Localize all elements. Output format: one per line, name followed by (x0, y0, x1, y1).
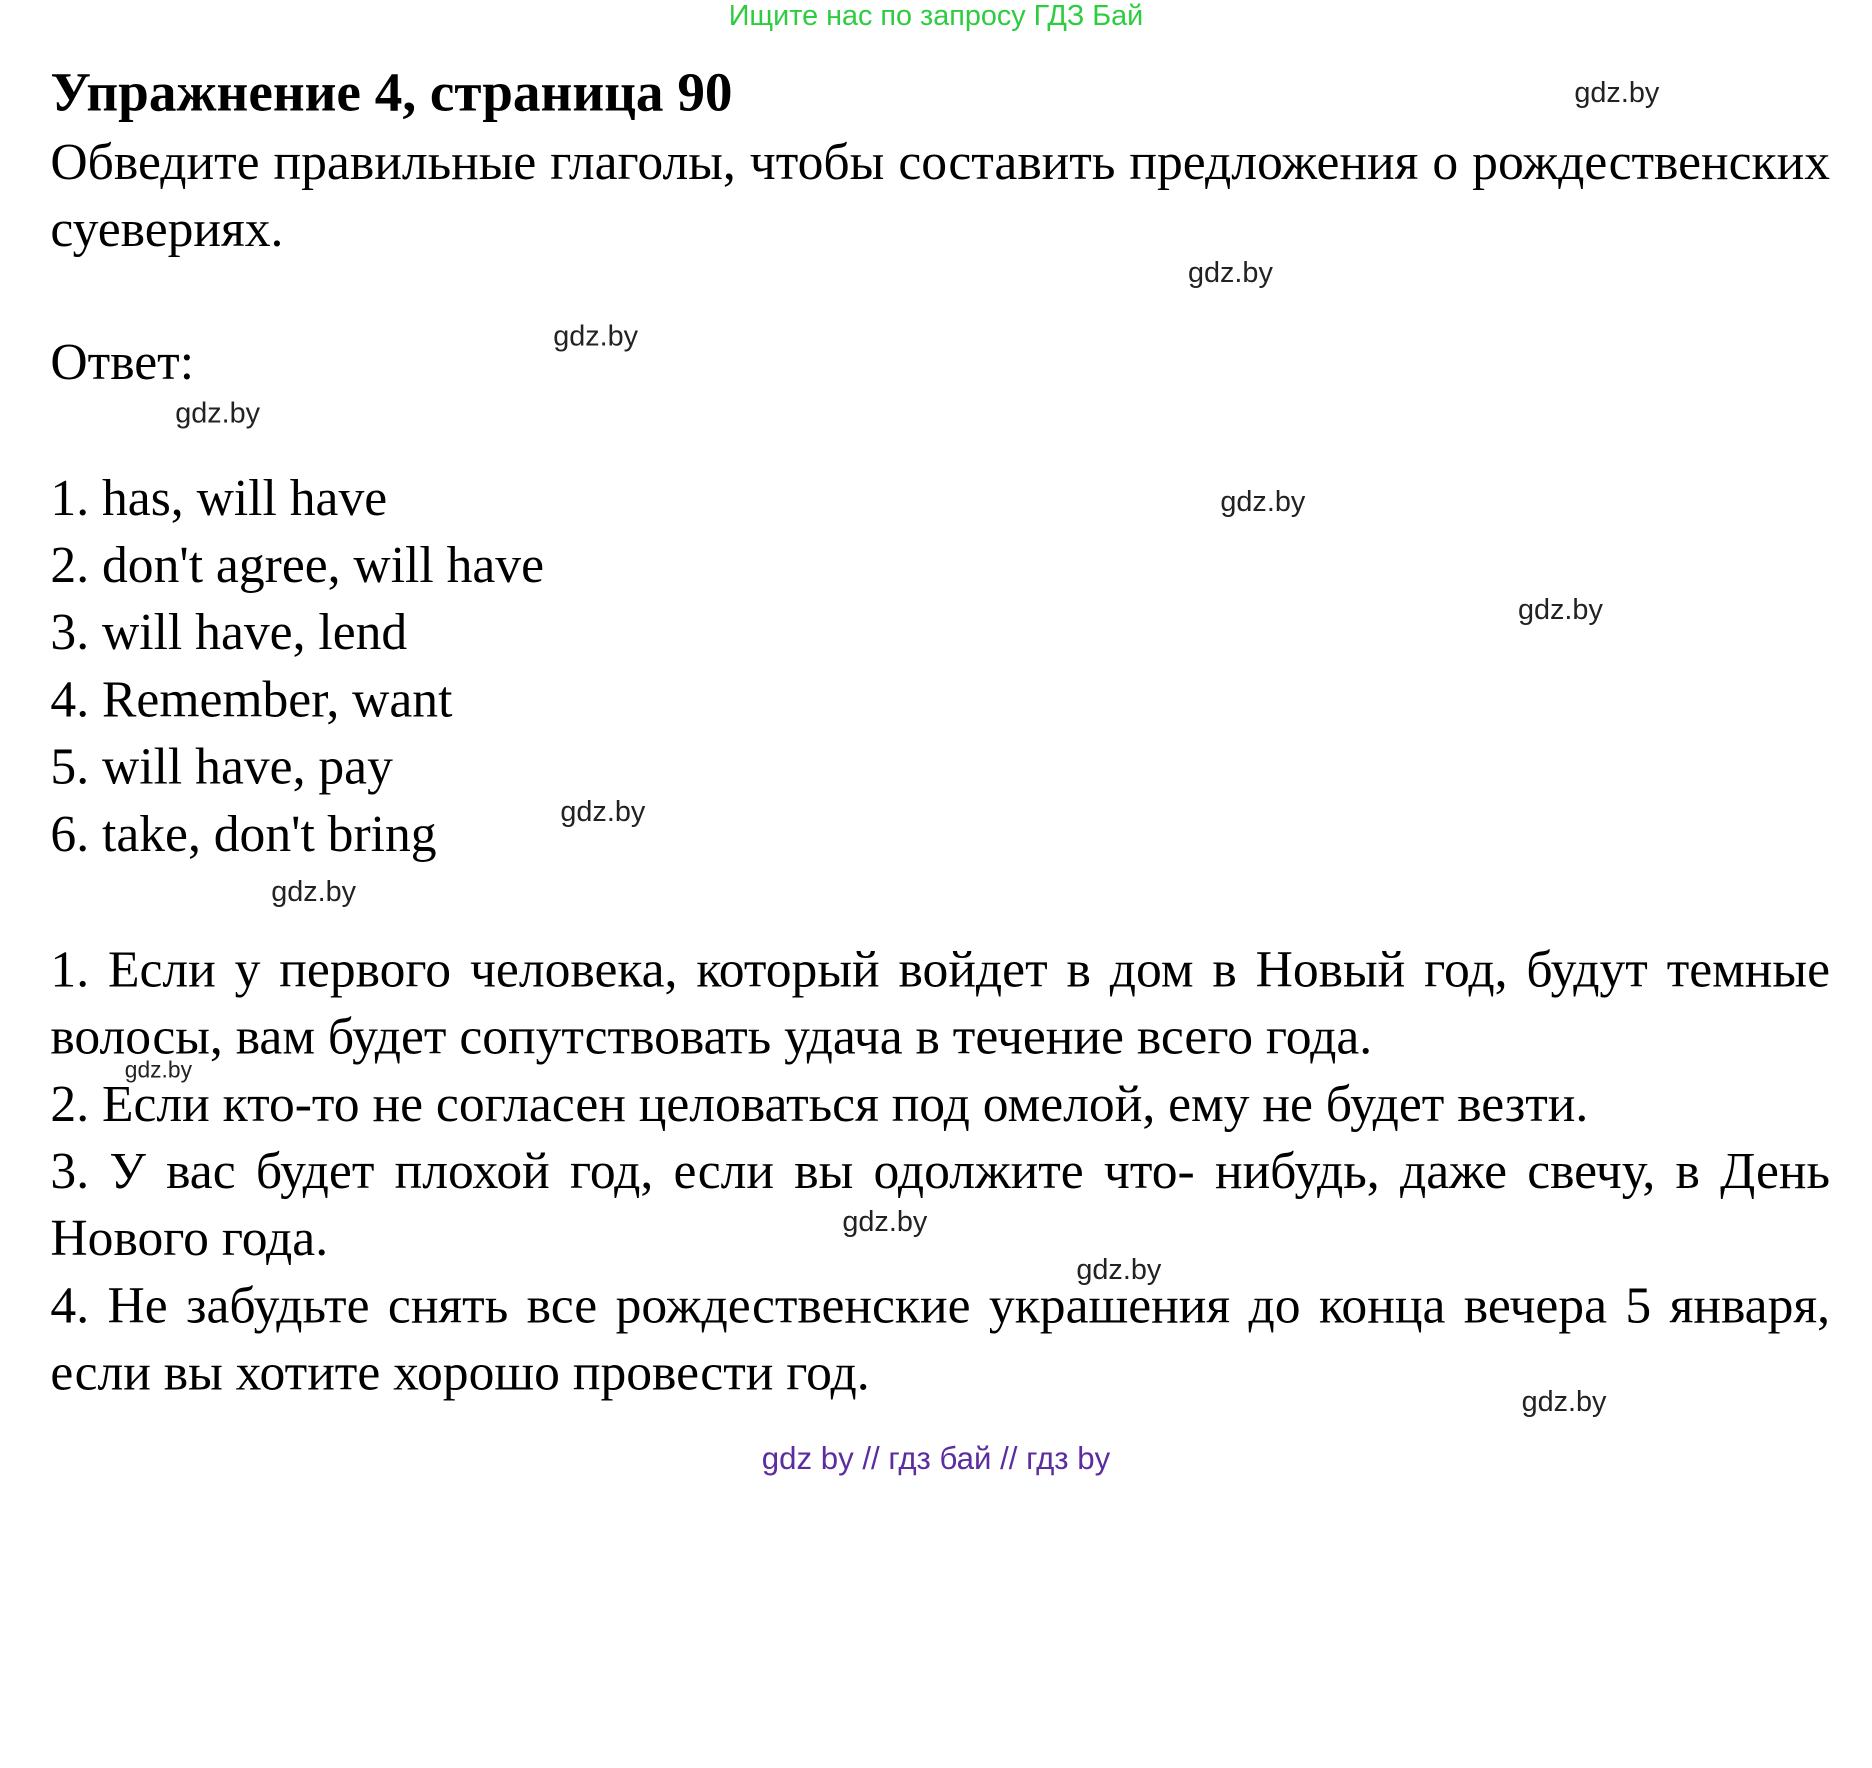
translations-list (50, 937, 1830, 1407)
watermark: gdz.by (1518, 594, 1603, 627)
watermark: gdz.by (1521, 1386, 1607, 1419)
answer-item: 3. will have, lend (50, 604, 408, 662)
translation-item: 4. Не забудьте снять все рождественские украшения до конца вечера 5 января, если вы хотите хорошо провести год. (50, 1278, 1831, 1402)
footer-links: gdz by // гдз бай // гдз by (761, 1440, 1111, 1476)
watermark: gdz.by (1574, 76, 1660, 110)
watermark: gdz.by (842, 1206, 928, 1239)
task-text: Обведите правильные глаголы, чтобы составить предложения о рождественских суевериях. (50, 134, 1831, 258)
watermark: gdz.by (1076, 1254, 1162, 1287)
translation-item: 2. Если кто-то не согласен целоваться под омелой, ему не будет везти. (50, 1076, 1589, 1133)
translation-item: 3. У вас будет плохой год, если вы одолжите что- нибудь, даже свечу, в День Нового года. (50, 1143, 1831, 1268)
translation-item: 1. Если у первого человека, который войдет в дом в Новый год, будут темные волосы, вам будет сопутствовать удача в течение всего года. (50, 942, 1831, 1066)
answer-item: 4. Remember, want (50, 672, 453, 729)
watermark: gdz.by (553, 320, 639, 353)
watermark: gdz.by (1220, 486, 1306, 519)
answer-item: 2. don't agree, will have (50, 537, 545, 594)
answer-item: 5. will have, pay (50, 739, 393, 796)
answers-list (50, 466, 544, 869)
watermark: gdz.by (560, 795, 646, 829)
watermark: gdz.by (1188, 256, 1273, 290)
answer-item: 6. take, don't bring (50, 806, 437, 863)
watermark: gdz.by (175, 397, 261, 430)
watermark: gdz.by (124, 1058, 192, 1084)
exercise-title: Упражнение 4, страница 90 (50, 61, 733, 123)
answer-label: Ответ: (50, 334, 195, 392)
watermark: gdz.by (271, 876, 357, 909)
answer-item: 1. has, will have (50, 470, 388, 527)
search-banner: Ищите нас по запросу ГДЗ Бай (728, 0, 1144, 33)
